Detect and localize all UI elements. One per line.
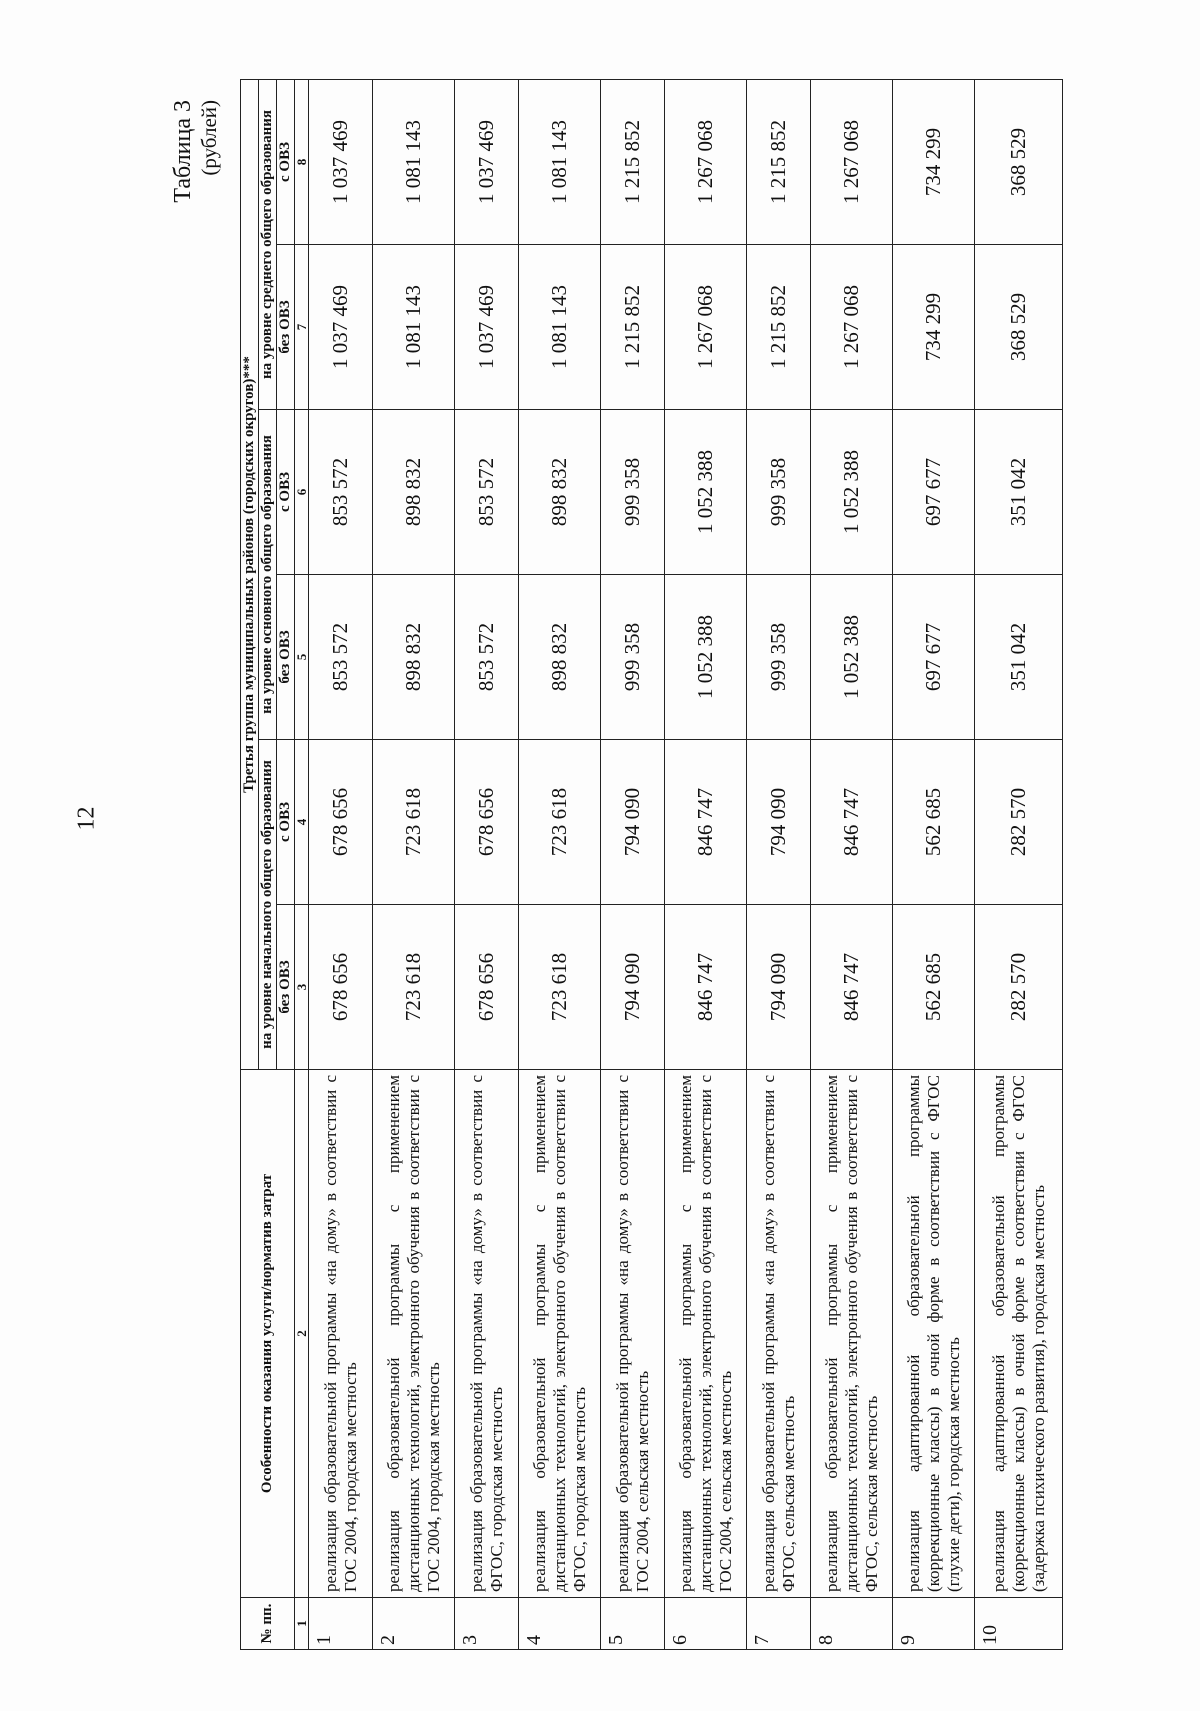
cost-value: 678 656 <box>309 740 373 905</box>
cost-value: 853 572 <box>455 410 519 575</box>
cost-value: 1 081 143 <box>373 245 455 410</box>
table-body <box>309 80 1063 1650</box>
cost-value: 282 570 <box>975 905 1063 1070</box>
cost-value: 846 747 <box>665 740 747 905</box>
row-description: реализация образовательной программы «на дому» в соответствии с ГОС 2004, сельская местность <box>601 1070 665 1598</box>
header-col-desc: Особенности оказания услуги/норматив затрат <box>241 1070 295 1598</box>
cost-value: 562 685 <box>893 905 975 1070</box>
header-level-secondary: на уровне среднего общего образования <box>259 80 277 410</box>
table-row <box>893 80 975 1650</box>
cost-value: 898 832 <box>373 575 455 740</box>
row-number: 9 <box>893 1598 975 1650</box>
header-level-basic: на уровне основного общего образования <box>259 410 277 740</box>
row-number: 7 <box>747 1598 811 1650</box>
cost-value: 1 267 068 <box>811 80 893 245</box>
table-row <box>975 80 1063 1650</box>
cost-value: 368 529 <box>975 245 1063 410</box>
cost-value: 1 081 143 <box>373 80 455 245</box>
row-description: реализация образовательной программы «на дому» в соответствии с ФГОС, городская местность <box>455 1070 519 1598</box>
row-description: реализация образовательной программы с применением дистанционных технологий, электронного обучения в соответствии с ФГОС, городская местность <box>519 1070 601 1598</box>
table-row <box>309 80 373 1650</box>
row-description: реализация адаптированной образовательной программы (коррекционные классы) в очной форме в соответствии с ФГОС (глухие дети), городская местность <box>893 1070 975 1598</box>
cost-value: 1 052 388 <box>665 575 747 740</box>
cost-value: 678 656 <box>309 905 373 1070</box>
cost-value: 846 747 <box>665 905 747 1070</box>
cost-value: 1 267 068 <box>665 245 747 410</box>
header-with-ovz: с ОВЗ <box>277 740 295 905</box>
col-number: 6 <box>295 410 309 575</box>
col-number: 4 <box>295 740 309 905</box>
cost-value: 1 215 852 <box>747 245 811 410</box>
cost-value: 734 299 <box>893 80 975 245</box>
header-col-numbers <box>295 80 309 1650</box>
header-row-1 <box>241 80 259 1650</box>
row-number: 6 <box>665 1598 747 1650</box>
row-number: 10 <box>975 1598 1063 1650</box>
row-number: 1 <box>309 1598 373 1650</box>
cost-value: 999 358 <box>747 410 811 575</box>
cost-value: 1 081 143 <box>519 245 601 410</box>
cost-value: 853 572 <box>309 575 373 740</box>
row-description: реализация образовательной программы с применением дистанционных технологий, электронного обучения в соответствии с ГОС 2004, городская местность <box>373 1070 455 1598</box>
row-description: реализация адаптированной образовательной программы (коррекционные классы) в очной форме в соответствии с ФГОС (задержка психического развития), городская местность <box>975 1070 1063 1598</box>
cost-value: 794 090 <box>747 905 811 1070</box>
cost-value: 1 037 469 <box>309 80 373 245</box>
header-without-ovz: без ОВЗ <box>277 575 295 740</box>
cost-value: 794 090 <box>601 905 665 1070</box>
row-number: 3 <box>455 1598 519 1650</box>
cost-value: 1 037 469 <box>309 245 373 410</box>
row-description: реализация образовательной программы «на дому» в соответствии с ГОС 2004, городская местность <box>309 1070 373 1598</box>
header-with-ovz: с ОВЗ <box>277 80 295 245</box>
cost-table <box>240 79 1063 1650</box>
cost-value: 1 215 852 <box>747 80 811 245</box>
cost-value: 723 618 <box>519 905 601 1070</box>
cost-value: 846 747 <box>811 740 893 905</box>
table-row <box>747 80 811 1650</box>
header-level-primary: на уровне начального общего образования <box>259 740 277 1070</box>
cost-value: 351 042 <box>975 575 1063 740</box>
cost-value: 898 832 <box>519 575 601 740</box>
row-description: реализация образовательной программы с применением дистанционных технологий, электронного обучения в соответствии с ГОС 2004, сельская местность <box>665 1070 747 1598</box>
cost-value: 678 656 <box>455 740 519 905</box>
cost-value: 282 570 <box>975 740 1063 905</box>
header-col-num: № пп. <box>241 1598 295 1650</box>
table-row <box>455 80 519 1650</box>
cost-value: 898 832 <box>373 410 455 575</box>
cost-value: 1 267 068 <box>665 80 747 245</box>
table-row <box>519 80 601 1650</box>
col-number: 2 <box>295 1070 309 1598</box>
cost-value: 1 215 852 <box>601 80 665 245</box>
cost-value: 846 747 <box>811 905 893 1070</box>
table-units: (рублей) <box>197 100 221 176</box>
cost-value: 898 832 <box>519 410 601 575</box>
cost-value: 999 358 <box>601 575 665 740</box>
table-row <box>373 80 455 1650</box>
cost-value: 368 529 <box>975 80 1063 245</box>
header-with-ovz: с ОВЗ <box>277 410 295 575</box>
row-number: 5 <box>601 1598 665 1650</box>
header-without-ovz: без ОВЗ <box>277 245 295 410</box>
col-number: 3 <box>295 905 309 1070</box>
cost-value: 678 656 <box>455 905 519 1070</box>
cost-value: 562 685 <box>893 740 975 905</box>
cost-value: 1 052 388 <box>811 575 893 740</box>
cost-value: 351 042 <box>975 410 1063 575</box>
cost-value: 1 081 143 <box>519 80 601 245</box>
cost-value: 723 618 <box>373 905 455 1070</box>
cost-value: 734 299 <box>893 245 975 410</box>
cost-value: 697 677 <box>893 410 975 575</box>
header-group: Третья группа муниципальных районов (городских округов)*** <box>241 80 259 1070</box>
cost-value: 999 358 <box>601 410 665 575</box>
cost-value: 999 358 <box>747 575 811 740</box>
cost-value: 697 677 <box>893 575 975 740</box>
table-row <box>601 80 665 1650</box>
table-row <box>665 80 747 1650</box>
cost-value: 853 572 <box>309 410 373 575</box>
table-title: Таблица 3 <box>170 100 196 203</box>
header-without-ovz: без ОВЗ <box>277 905 295 1070</box>
row-number: 8 <box>811 1598 893 1650</box>
row-number: 4 <box>519 1598 601 1650</box>
cost-value: 723 618 <box>373 740 455 905</box>
cost-value: 1 267 068 <box>811 245 893 410</box>
cost-value: 1 215 852 <box>601 245 665 410</box>
cost-value: 1 037 469 <box>455 245 519 410</box>
cost-value: 794 090 <box>601 740 665 905</box>
row-number: 2 <box>373 1598 455 1650</box>
rotated-table-area <box>170 80 1048 1650</box>
table-row <box>811 80 893 1650</box>
cost-value: 1 052 388 <box>665 410 747 575</box>
cost-value: 794 090 <box>747 740 811 905</box>
col-number: 1 <box>295 1598 309 1650</box>
col-number: 7 <box>295 245 309 410</box>
cost-value: 853 572 <box>455 575 519 740</box>
col-number: 8 <box>295 80 309 245</box>
row-description: реализация образовательной программы с применением дистанционных технологий, электронного обучения в соответствии с ФГОС, сельская местность <box>811 1070 893 1598</box>
table-caption <box>170 90 222 203</box>
col-number: 5 <box>295 575 309 740</box>
page-number: 12 <box>73 806 100 831</box>
row-description: реализация образовательной программы «на дому» в соответствии с ФГОС, сельская местность <box>747 1070 811 1598</box>
cost-value: 1 037 469 <box>455 80 519 245</box>
cost-value: 1 052 388 <box>811 410 893 575</box>
cost-value: 723 618 <box>519 740 601 905</box>
